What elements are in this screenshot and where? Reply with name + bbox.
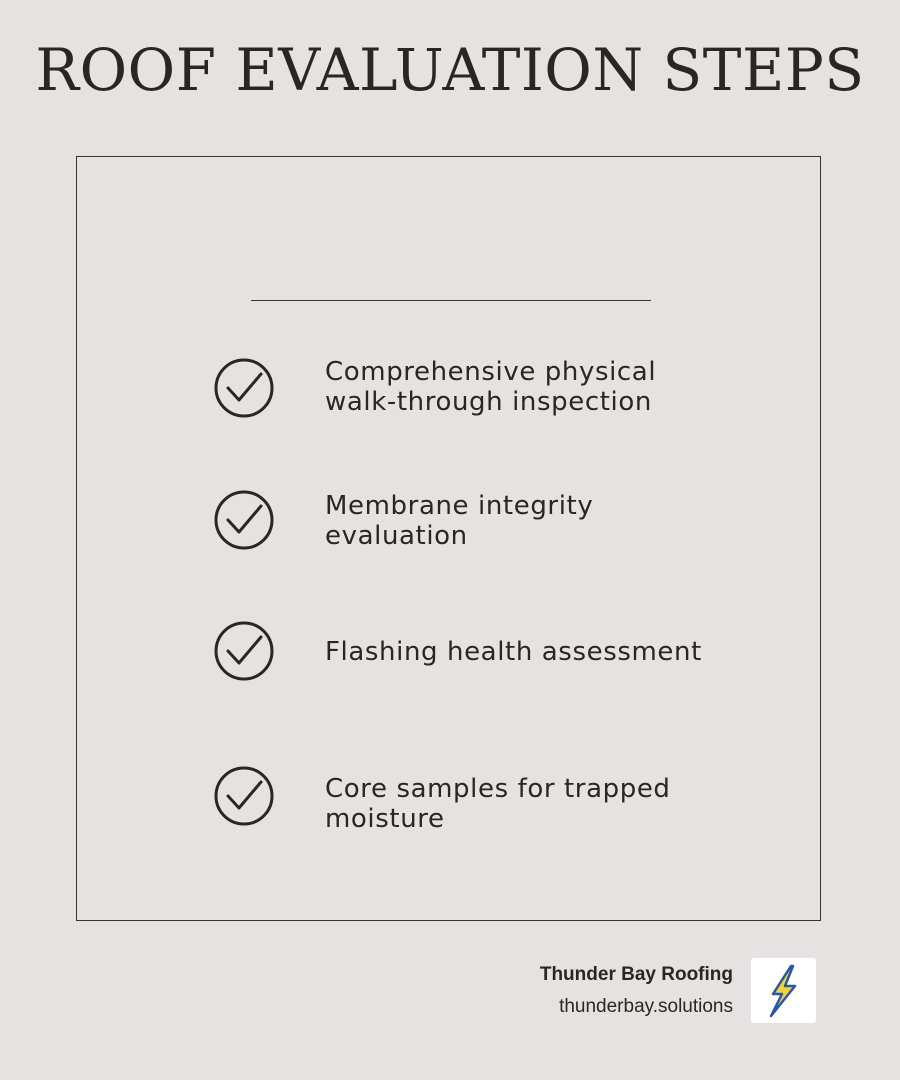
website-link[interactable]: thunderbay.solutions (559, 996, 733, 1017)
check-circle-icon (213, 620, 275, 682)
step-text-line: Comprehensive physical (325, 357, 657, 387)
step-text-line: moisture (325, 804, 445, 834)
step-text-line: Membrane integrity (325, 491, 594, 521)
lightning-bolt-icon (751, 958, 816, 1023)
step-text-line: evaluation (325, 521, 468, 551)
brand-name: Thunder Bay Roofing (539, 964, 733, 985)
step-text (325, 491, 745, 551)
step-text (325, 637, 765, 667)
divider-line (251, 300, 651, 301)
check-circle-icon (213, 357, 275, 419)
check-circle-icon (213, 765, 275, 827)
check-circle-icon (213, 489, 275, 551)
brand-logo (751, 958, 816, 1023)
step-text (325, 357, 745, 417)
step-text-line: walk-through inspection (325, 387, 652, 417)
steps-panel (76, 156, 821, 921)
step-text-line: Flashing health assessment (325, 637, 702, 667)
step-text (325, 774, 745, 834)
step-text-line: Core samples for trapped (325, 774, 671, 804)
page-title: ROOF EVALUATION STEPS (35, 36, 865, 104)
